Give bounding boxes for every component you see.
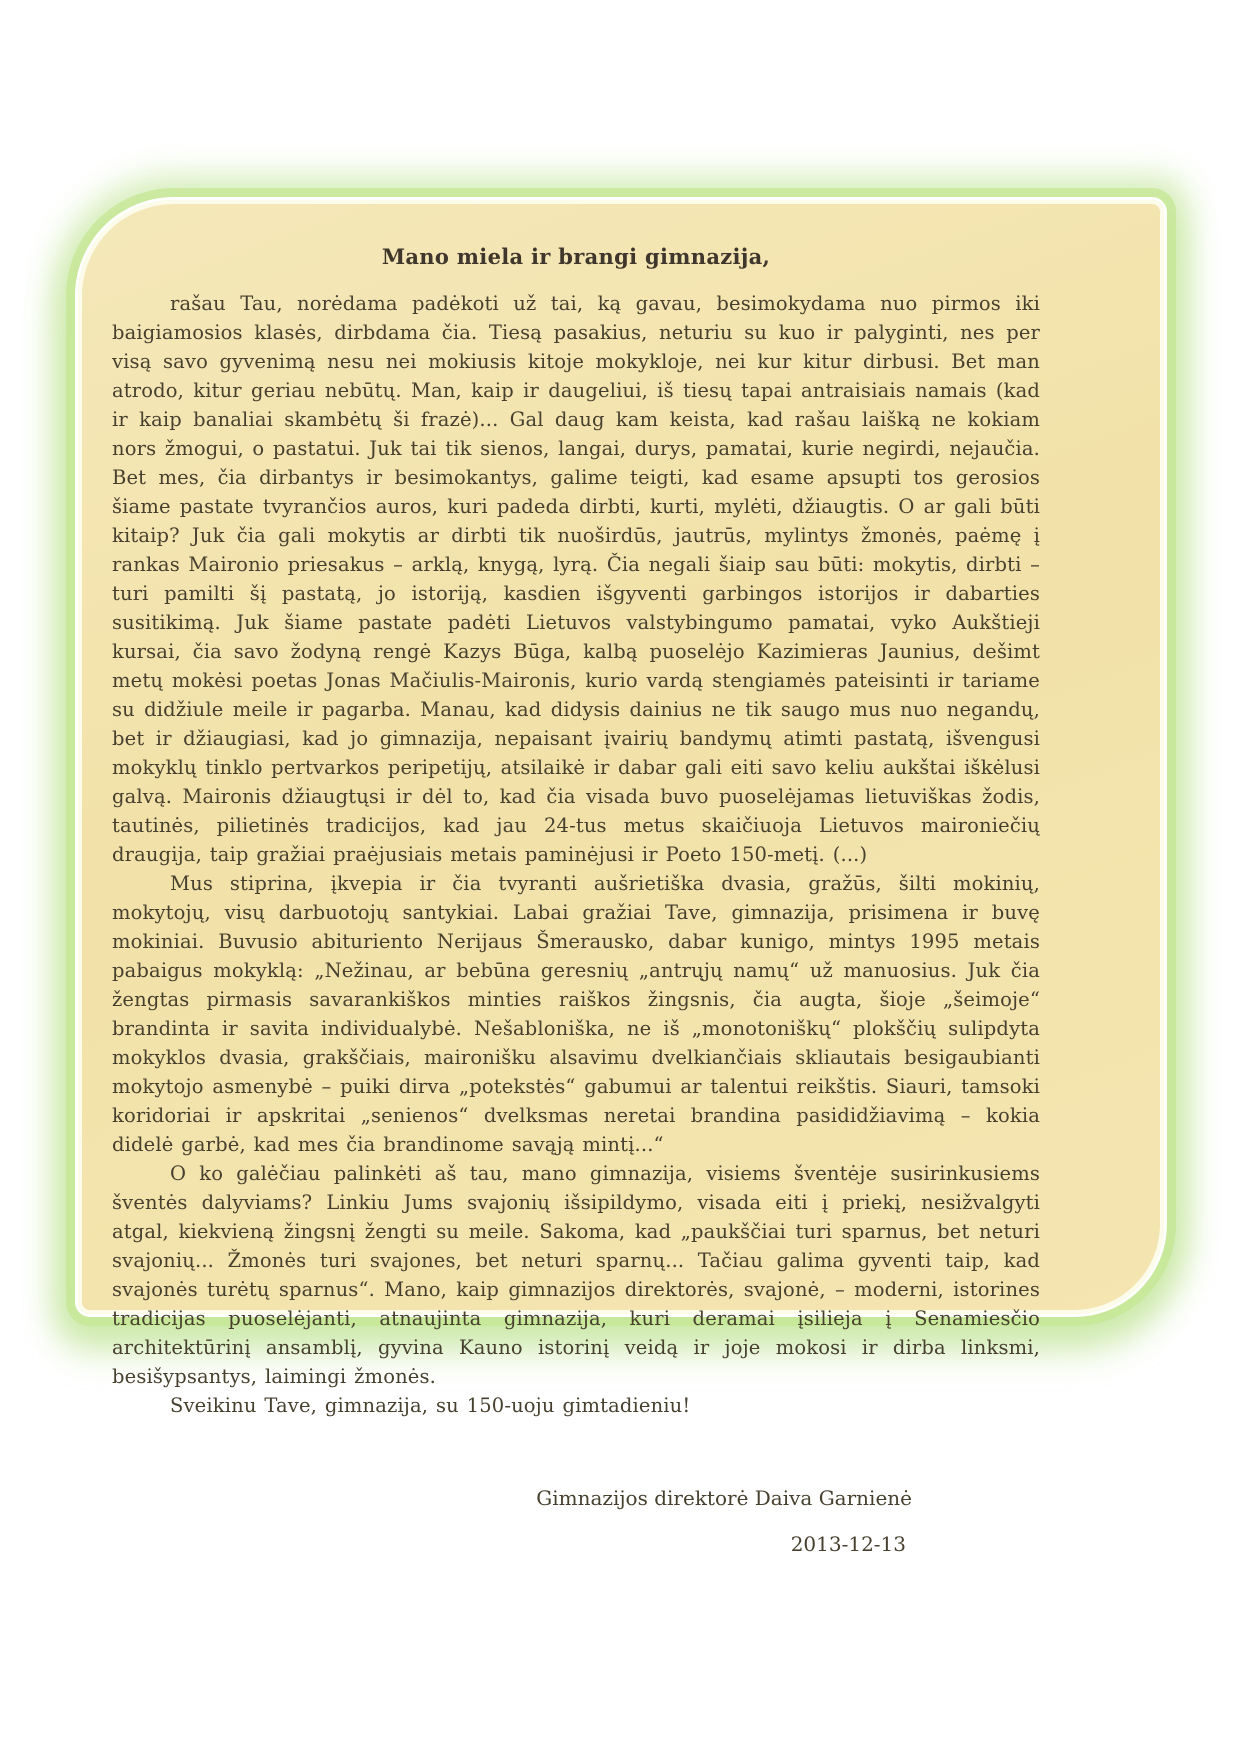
letter-paragraph-3: O ko galėčiau palinkėti aš tau, mano gimnazija, visiems šventėje susirinkusiems šventės dalyviams? Linkiu Jums svajonių išsipildymo, visada eiti į priekį, nesižvalgyti atgal, kiekvieną žingsnį žengti su meile. Sakoma, kad „paukščiai turi sparnus, bet neturi svajonių... Žmonės turi svajones, bet neturi sparnų... Tačiau galima gyventi taip, kad svajonės turėtų sparnus“. Mano, kaip gimnazijos direktorės, svajonė, – moderni, istorines tradicijas puoselėjanti, atnaujinta gimnazija, kuri deramai įsilieja į Senamiesčio architektūrinį ansamblį, gyvina Kauno istorinį veidą ir joje mokosi ir dirba linksmi, besišypsantys, laimingi žmonės. — [112, 1162, 1040, 1388]
letter-body — [112, 289, 1040, 1420]
letter-date: 2013-12-13 — [790, 1532, 906, 1556]
letter-card — [78, 200, 1164, 1556]
letter-title: Mano miela ir brangi gimnazija, — [381, 244, 771, 269]
letter-paragraph-2: Mus stiprina, įkvepia ir čia tvyranti aušrietiška dvasia, gražūs, šilti mokinių, mokytojų, visų darbuotojų santykiai. Labai gražiai Tave, gimnazija, prisimena ir buvę mokiniai. Buvusio abituriento Nerijaus Šmerausko, dabar kunigo, mintys 1995 metais pabaigus mokyklą: „Nežinau, ar bebūna geresnių „antrųjų namų“ už manuosius. Juk čia žengtas pirmasis savarankiškos minties raiškos žingsnis, čia augta, šioje „šeimoje“ brandinta ir savita individualybė. Nešabloniška, ne iš „monotoniškų“ plokščių sulipdyta mokyklos dvasia, grakščiais, maironišku alsavimu dvelkiančiais skliautais besigaubianti mokytojo asmenybė – puiki dirva „potekstės“ gabumui ar talentui reikštis. Siauri, tamsoki koridoriai ir apskritai „senienos“ dvelksmas neretai brandina pasididžiavimą – kokia didelė garbė, kad mes čia brandinome savąją mintį...“ — [112, 872, 1040, 1156]
signature-line: Gimnazijos direktorė Daiva Garnienė — [536, 1486, 912, 1510]
letter-paragraph-1: rašau Tau, norėdama padėkoti už tai, ką gavau, besimokydama nuo pirmos iki baigiamosios klasės, dirbdama čia. Tiesą pasakius, neturiu su kuo ir palyginti, nes per visą savo gyvenimą nesu nei mokiusis kitoje mokykloje, nei kur kitur dirbusi. Bet man atrodo, kitur geriau nebūtų. Man, kaip ir daugeliui, iš tiesų tapai antraisiais namais (kad ir kaip banaliai skambėtų ši frazė)... Gal daug kam keista, kad rašau laišką ne kokiam nors žmogui, o pastatui. Juk tai tik sienos, langai, durys, pamatai, kurie negirdi, nejaučia. Bet mes, čia dirbantys ir besimokantys, galime teigti, kad esame apsupti tos gerosios šiame pastate tvyrančios auros, kuri padeda dirbti, kurti, mylėti, džiaugtis. O ar gali būti kitaip? Juk čia gali mokytis ar dirbti tik nuoširdūs, jautrūs, mylintys žmonės, paėmę į rankas Maironio priesakus – arklą, knygą, lyrą. Čia negali šiaip sau būti: mokytis, dirbti – turi pamilti šį pastatą, jo istoriją, kasdien išgyventi garbingos istorijos ir dabarties susitikimą. Juk šiame pastate padėti Lietuvos valstybingumo pamatai, vyko Aukštieji kursai, čia savo žodyną rengė Kazys Būga, kalbą puoselėjo Kazimieras Jaunius, dešimt metų mokėsi poetas Jonas Mačiulis-Maironis, kurio vardą stengiamės pateisinti ir tariame su didžiule meile ir pagarba. Manau, kad didysis dainius ne tik saugo mus nuo negandų, bet ir džiaugiasi, kad jo gimnazija, nepaisant įvairių bandymų atimti pastatą, išvengusi mokyklų tinklo pertvarkos peripetijų, atsilaikė ir dabar gali eiti savo keliu aukštai iškėlusi galvą. Maironis džiaugtųsi ir dėl to, kad čia visada buvo puoselėjamas lietuviškas žodis, tautinės, pilietinės tradicijos, kad jau 24-tus metus skaičiuoja Lietuvos maironiečių draugija, taip gražiai praėjusiais metais paminėjusi ir Poeto 150-metį. (...) — [112, 292, 1040, 866]
letter-paragraph-4: Sveikinu Tave, gimnazija, su 150-uoju gimtadieniu! — [170, 1394, 691, 1417]
